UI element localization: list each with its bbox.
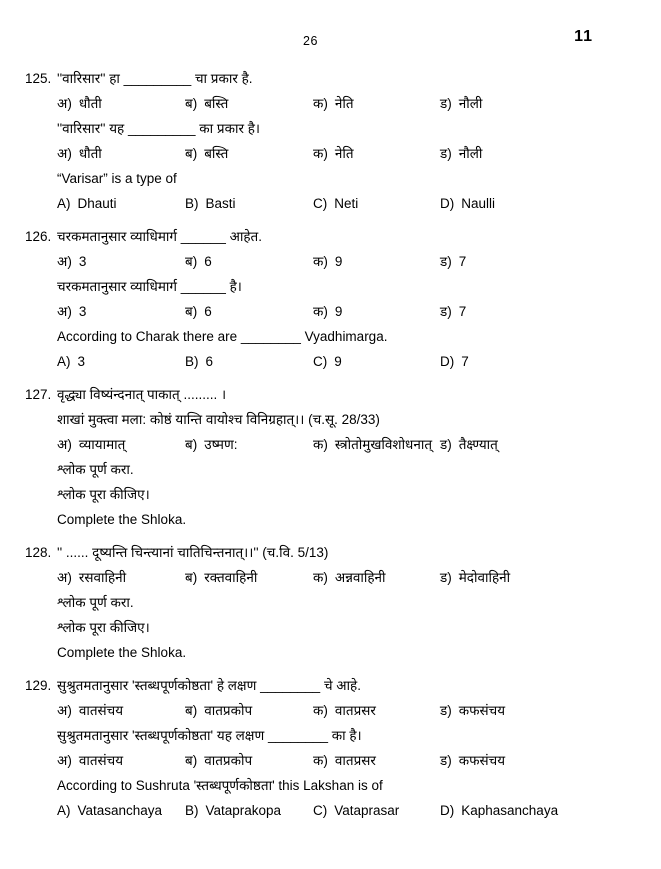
option-text: Basti: [205, 196, 236, 211]
option-text: वातप्रसर: [334, 753, 376, 768]
options-row: [57, 565, 636, 590]
option-label: A): [57, 354, 71, 369]
text-line: चरकमतानुसार व्याधिमार्ग ______ है।: [57, 279, 242, 294]
option-text: 9: [334, 354, 342, 369]
option-text: 9: [334, 254, 343, 269]
option-label: B): [185, 196, 199, 211]
question-text-line: [57, 590, 636, 615]
question-text-line: [57, 540, 636, 565]
option-label: ड): [440, 304, 452, 319]
text-line: According to Sushruta 'स्तब्धपूर्णकोष्ठता' this Lakshan is of: [57, 778, 383, 793]
text-line: श्लोक पूर्ण करा.: [57, 462, 134, 477]
question-body: [57, 540, 636, 665]
option-text: उष्मण:: [204, 437, 238, 452]
option-b: [185, 91, 313, 116]
option-label: क): [313, 96, 328, 111]
option-d: [440, 191, 501, 216]
option-b: [185, 698, 313, 723]
option-label: क): [313, 254, 328, 269]
option-text: Vatasanchaya: [77, 803, 163, 818]
text-line: सुश्रुतमतानुसार 'स्तब्धपूर्णकोष्ठता' हे लक्षण ________ चे आहे.: [57, 678, 361, 693]
question-text-line: [57, 116, 636, 141]
option-d: [440, 141, 488, 166]
text-line: '' ...... दूष्यन्ति चिन्त्यानां चातिचिन्तनात्।।'' (च.वि. 5/13): [57, 545, 329, 560]
option-a: [57, 349, 185, 374]
option-label: अ): [57, 753, 72, 768]
option-text: वातप्रकोप: [204, 753, 253, 768]
question-text-line: [57, 274, 636, 299]
option-text: नौली: [458, 96, 483, 111]
option-c: [313, 191, 440, 216]
question-text-line: [57, 615, 636, 640]
question-number: 127.: [25, 387, 52, 402]
option-label: अ): [57, 146, 72, 161]
text-line: ''वारिसार'' यह _________ का प्रकार है।: [57, 121, 261, 136]
option-label: ड): [440, 146, 452, 161]
option-b: [185, 141, 313, 166]
text-line: ''वारिसार'' हा _________ चा प्रकार है.: [57, 71, 253, 86]
option-text: 3: [78, 304, 87, 319]
options-row: [57, 91, 636, 116]
text-line: चरकमतानुसार व्याधिमार्ग ______ आहेत.: [57, 229, 262, 244]
option-label: ब): [185, 96, 198, 111]
option-label: क): [313, 304, 328, 319]
option-text: वातप्रसर: [334, 703, 376, 718]
option-a: [57, 748, 185, 773]
option-text: वातप्रकोप: [204, 703, 253, 718]
option-label: B): [185, 803, 199, 818]
option-b: [185, 249, 313, 274]
option-text: नेति: [334, 146, 354, 161]
options-row: [57, 748, 636, 773]
option-d: [440, 748, 511, 773]
text-line: According to Charak there are ________ Vyadhimarga.: [57, 329, 388, 344]
option-text: धौती: [78, 146, 102, 161]
page-number-center: 26: [303, 34, 318, 48]
option-d: [440, 432, 504, 457]
option-text: Vataprasar: [334, 803, 400, 818]
question-number: 125.: [25, 71, 52, 86]
text-line: शाखां मुक्त्वा मला: कोष्ठं यान्ति वायोश्च विनिग्रहात्।। (च.सू. 28/33): [57, 412, 380, 427]
option-text: स्त्रोतोमुखविशोधनात्: [334, 437, 433, 452]
option-text: धौती: [78, 96, 102, 111]
options-row: [57, 299, 636, 324]
option-text: Neti: [334, 196, 359, 211]
question-text-line: [57, 407, 636, 432]
option-label: ब): [185, 437, 198, 452]
option-label: A): [57, 803, 71, 818]
question-text-line: [57, 723, 636, 748]
option-label: D): [440, 803, 455, 818]
option-text: Vataprakopa: [205, 803, 282, 818]
page-header: [25, 28, 636, 52]
question-text-line: [57, 507, 636, 532]
option-text: Naulli: [461, 196, 496, 211]
text-line: सुश्रुतमतानुसार 'स्तब्धपूर्णकोष्ठता' यह लक्षण ________ का है।: [57, 728, 362, 743]
option-label: ब): [185, 703, 198, 718]
option-a: [57, 91, 185, 116]
option-label: C): [313, 196, 328, 211]
option-d: [440, 349, 475, 374]
option-label: अ): [57, 437, 72, 452]
option-a: [57, 191, 185, 216]
text-line: Complete the Shloka.: [57, 645, 187, 660]
option-d: [440, 698, 511, 723]
text-line: वृद्ध्या विष्यंन्दनात् पाकात् ......... ।: [57, 387, 227, 402]
option-a: [57, 565, 185, 590]
option-label: ड): [440, 703, 452, 718]
option-text: तैक्ष्ण्यात्: [458, 437, 498, 452]
option-c: [313, 141, 440, 166]
option-a: [57, 432, 185, 457]
option-text: 6: [205, 354, 214, 369]
options-row: [57, 349, 636, 374]
option-label: क): [313, 437, 328, 452]
option-text: Kaphasanchaya: [461, 803, 559, 818]
question-127: [25, 382, 636, 532]
options-row: [57, 432, 636, 457]
option-c: [313, 91, 440, 116]
question-text-line: [57, 382, 636, 407]
option-d: [440, 249, 472, 274]
question-text-line: [57, 673, 636, 698]
options-row: [57, 698, 636, 723]
option-text: वातसंचय: [78, 703, 124, 718]
question-128: [25, 540, 636, 665]
option-text: 3: [78, 254, 87, 269]
question-text-line: [57, 224, 636, 249]
question-text-line: [57, 324, 636, 349]
option-label: अ): [57, 304, 72, 319]
option-label: क): [313, 703, 328, 718]
question-number: 126.: [25, 229, 52, 244]
option-label: ड): [440, 437, 452, 452]
question-number: 128.: [25, 545, 52, 560]
option-label: ब): [185, 570, 198, 585]
option-text: नौली: [458, 146, 483, 161]
option-label: ड): [440, 753, 452, 768]
option-text: कफसंचय: [458, 703, 506, 718]
option-text: व्यायामात्: [78, 437, 126, 452]
option-label: D): [440, 196, 455, 211]
option-label: क): [313, 146, 328, 161]
option-label: ड): [440, 254, 452, 269]
option-c: [313, 249, 440, 274]
option-text: 9: [334, 304, 343, 319]
question-text-line: [57, 166, 636, 191]
option-a: [57, 798, 185, 823]
option-b: [185, 299, 313, 324]
option-b: [185, 748, 313, 773]
option-c: [313, 299, 440, 324]
option-b: [185, 432, 313, 457]
question-body: [57, 673, 636, 823]
question-body: [57, 66, 636, 216]
option-label: अ): [57, 254, 72, 269]
option-b: [185, 191, 313, 216]
option-text: 6: [204, 304, 212, 319]
option-label: ड): [440, 570, 452, 585]
option-c: [313, 698, 440, 723]
option-label: ब): [185, 753, 198, 768]
option-text: 7: [458, 304, 467, 319]
question-body: [57, 382, 636, 532]
option-text: मेदोवाहिनी: [458, 570, 511, 585]
question-text-line: [57, 66, 636, 91]
option-c: [313, 349, 440, 374]
question-text-line: [57, 773, 636, 798]
option-d: [440, 299, 472, 324]
option-a: [57, 698, 185, 723]
option-text: बस्ति: [204, 96, 229, 111]
options-row: [57, 249, 636, 274]
options-row: [57, 798, 636, 823]
question-body: [57, 224, 636, 374]
option-label: क): [313, 570, 328, 585]
question-125: [25, 66, 636, 216]
option-a: [57, 141, 185, 166]
option-text: 3: [77, 354, 86, 369]
option-label: अ): [57, 703, 72, 718]
option-text: वातसंचय: [78, 753, 124, 768]
question-text-line: [57, 482, 636, 507]
question-129: [25, 673, 636, 823]
option-label: ब): [185, 254, 198, 269]
option-b: [185, 349, 313, 374]
option-label: B): [185, 354, 199, 369]
option-text: अन्नवाहिनी: [334, 570, 386, 585]
option-text: रसवाहिनी: [78, 570, 127, 585]
text-line: श्लोक पूरा कीजिए।: [57, 620, 150, 635]
option-b: [185, 565, 313, 590]
option-text: 6: [204, 254, 212, 269]
option-text: नेति: [334, 96, 354, 111]
option-d: [440, 91, 488, 116]
question-text-line: [57, 457, 636, 482]
options-row: [57, 191, 636, 216]
option-label: C): [313, 803, 328, 818]
option-text: 7: [461, 354, 469, 369]
option-c: [313, 748, 440, 773]
option-text: कफसंचय: [458, 753, 506, 768]
question-list: [25, 66, 636, 823]
question-126: [25, 224, 636, 374]
option-d: [440, 565, 516, 590]
option-label: C): [313, 354, 328, 369]
page-number-right: 11: [574, 28, 593, 45]
option-b: [185, 798, 313, 823]
option-d: [440, 798, 564, 823]
text-line: “Varisar” is a type of: [57, 171, 177, 186]
option-label: अ): [57, 96, 72, 111]
option-c: [313, 432, 440, 457]
option-text: बस्ति: [204, 146, 229, 161]
option-label: ड): [440, 96, 452, 111]
option-label: ब): [185, 304, 198, 319]
option-a: [57, 299, 185, 324]
option-a: [57, 249, 185, 274]
option-label: A): [57, 196, 71, 211]
option-text: 7: [458, 254, 467, 269]
option-text: Dhauti: [77, 196, 117, 211]
text-line: श्लोक पूरा कीजिए।: [57, 487, 150, 502]
question-text-line: [57, 640, 636, 665]
option-text: रक्तवाहिनी: [204, 570, 258, 585]
question-number: 129.: [25, 678, 52, 693]
option-label: D): [440, 354, 455, 369]
text-line: श्लोक पूर्ण करा.: [57, 595, 134, 610]
text-line: Complete the Shloka.: [57, 512, 187, 527]
option-c: [313, 565, 440, 590]
options-row: [57, 141, 636, 166]
option-label: अ): [57, 570, 72, 585]
option-label: ब): [185, 146, 198, 161]
option-label: क): [313, 753, 328, 768]
option-c: [313, 798, 440, 823]
